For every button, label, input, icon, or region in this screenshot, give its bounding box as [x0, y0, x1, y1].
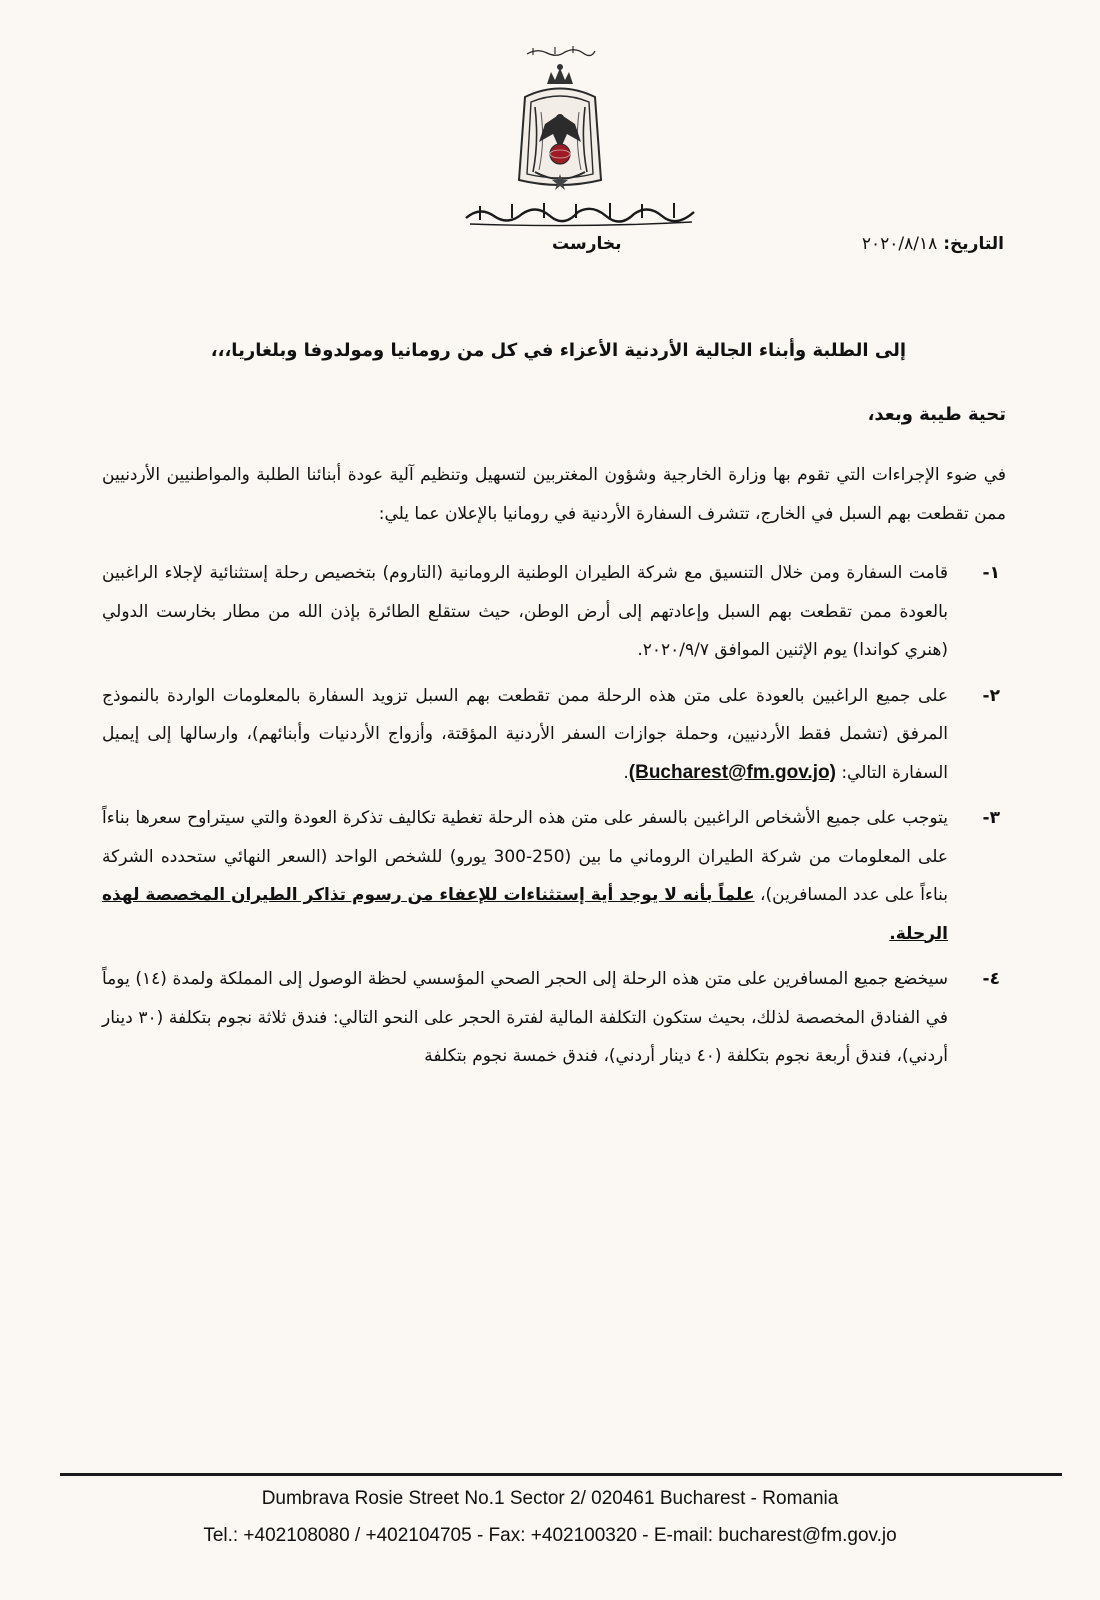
- embassy-name-calligraphy: [460, 198, 700, 228]
- date-label: التاريخ:: [943, 234, 1004, 254]
- date-value: ٢٠٢٠/٨/١٨: [861, 234, 938, 254]
- fee-exemption-notice: علماً بأنه لا يوجد أية إستثناءات للإعفاء من رسوم تذاكر الطيران المخصصة لهذه الرحلة.: [102, 885, 948, 944]
- intro-paragraph: في ضوء الإجراءات التي تقوم بها وزارة الخارجية وشؤون المغتربين لتسهيل وتنظيم آلية عودة أبنائنا الطلبة والمواطنيين الأردنيين ممن تقطعت بهم السبل في الخارج، تتشرف السفارة الأردنية في رومانيا بالإعلان عما يلي:: [102, 465, 1006, 524]
- date-line: [862, 234, 1004, 254]
- footer-contacts: Tel.: +402108080 / +402104705 - Fax: +402100320 - E-mail: bucharest@fm.gov.jo: [203, 1525, 897, 1546]
- city-name: بخارست: [552, 234, 622, 254]
- recipients-line: إلى الطلبة وأبناء الجالية الأردنية الأعزاء في كل من رومانيا ومولدوفا وبلغاريا،،،: [210, 340, 906, 361]
- item-number: ٢-: [982, 685, 1000, 706]
- greeting-line: تحية طيبة وبعد،: [867, 404, 1006, 425]
- letterhead: [0, 38, 1100, 258]
- embassy-email-link[interactable]: (Bucharest@fm.gov.jo): [628, 761, 836, 783]
- footer: [0, 1486, 1100, 1549]
- item-text: يتوجب على جميع الأشخاص الراغبين بالسفر على متن هذه الرحلة تغطية تكاليف تذكرة العودة والتي سيتراوح سعرها بناءاً على المعلومات من شركة الطيران الروماني ما بين (250-300 يورو) للشخص الواحد (السعر النهائي ستحدده الشركة بناءاً على عدد المسافرين)،: [102, 808, 949, 905]
- list-item: [102, 799, 1006, 953]
- list-item: [102, 554, 1006, 670]
- item-number: ١-: [982, 563, 1000, 583]
- letter-body: [102, 336, 1006, 1083]
- item-text: على جميع الراغبين بالعودة على متن هذه الرحلة ممن تقطعت بهم السبل تزويد السفارة بالمعلومات الواردة بالنموذج المرفق (تشمل فقط الأردنيين، وحملة جوازات السفر الأردنية المؤقتة، وأزواج الأردنيات وأبنائهم)، وارسالها إلى إيميل السفارة التالي:: [102, 685, 948, 783]
- item-text: قامت السفارة ومن خلال التنسيق مع شركة الطيران الوطنية الرومانية (التاروم) بتخصيص رحلة إستثنائية لإجلاء الراغبين بالعودة ممن تقطعت بهم السبل وإعادتهم إلى أرض الوطن، حيث ستقلع الطائرة بإذن الله من مطار بخارست الدولي (هنري كواندا) يوم الإثنين الموافق ٢٠٢٠/٩/٧.: [102, 563, 948, 660]
- footer-address: Dumbrava Rosie Street No.1 Sector 2/ 020461 Bucharest - Romania: [261, 1488, 839, 1509]
- list-item: [102, 960, 1006, 1076]
- royal-crest-icon: [505, 62, 615, 197]
- basmala-calligraphy: [525, 44, 597, 58]
- item-tail: .: [623, 762, 629, 783]
- item-text: سيخضع جميع المسافرين على متن هذه الرحلة إلى الحجر الصحي المؤسسي لحظة الوصول إلى المملكة ولمدة (١٤) يوماً في الفنادق المخصصة لذلك، بحيث ستكون التكلفة المالية لفترة الحجر على النحو التالي: فندق ثلاثة نجوم بتكلفة (٣٠ دينار أردني)، فندق أربعة نجوم بتكلفة (٤٠ دينار أردني)، فندق خمسة نجوم بتكلفة: [102, 969, 948, 1066]
- item-number: ٣-: [982, 808, 1000, 828]
- item-number: ٤-: [982, 969, 1000, 989]
- list-item: [102, 677, 1006, 793]
- footer-divider: [60, 1473, 1062, 1476]
- announcement-list: [102, 554, 1006, 1076]
